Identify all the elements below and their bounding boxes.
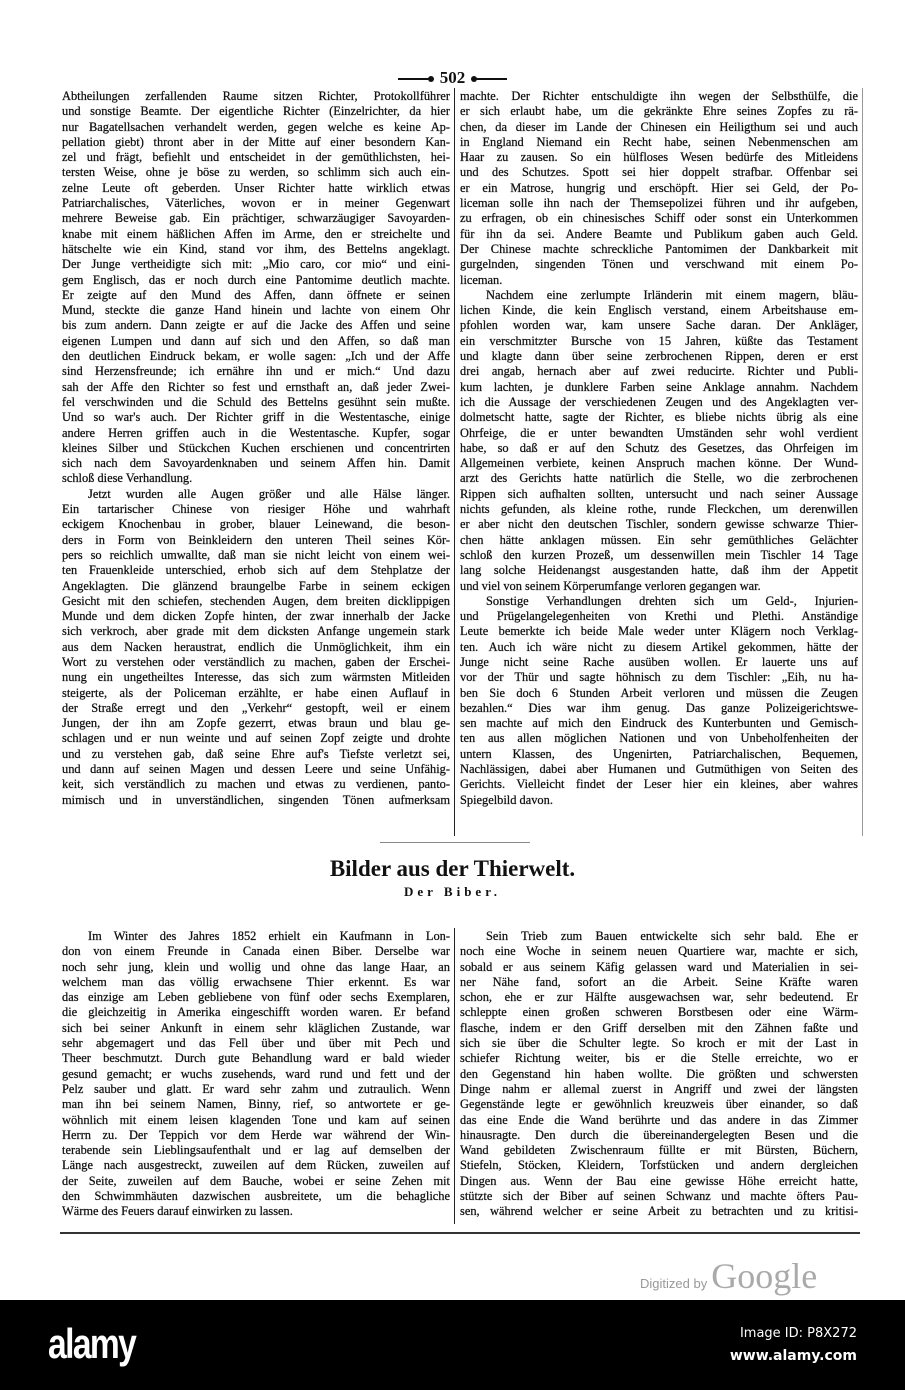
- text-line: pellation giebt) thront aber in der Mitte auf einer besondern Kan-: [62, 134, 450, 149]
- text-line: habe, so daß er auf den Schutz des Gesetzes, das Ohrfeigen im: [460, 440, 858, 455]
- text-line: und des Schutzes. Spott sei hier doppelt strafbar. Offenbar sei: [460, 165, 858, 180]
- text-line: Wort zu verstehen oder verständlich zu machen, gaben der Erschei-: [62, 654, 450, 669]
- text-line: man ihn bei seinem Namen, Binny, rief, so antwortete er ge-: [62, 1097, 450, 1112]
- text-line: Pelz sauber und glatt. Er ward sehr zahm und zutraulich. Wenn: [62, 1081, 450, 1096]
- text-line: eigenen Lumpen und dann auf sich und den Affen, so daß man: [62, 333, 450, 348]
- text-line: Stiefeln, Stöcken, Kleidern, Torfstücken und andern dergleichen: [460, 1158, 858, 1173]
- text-line: chen hätte anklagen müssen. Ein sehr gemüthliches Gelächter: [460, 532, 858, 547]
- text-line: sich nach dem Savoyardenknaben und seinem Affen hin. Damit: [62, 456, 450, 471]
- page-number-text: 502: [439, 68, 466, 87]
- text-line: Munde und dem dicken Zopfe hinten, der zwar innerhalb der Jacke: [62, 609, 450, 624]
- text-line: und zu verstehen gab, daß seine Ehre auf's Tiefste verletzt sei,: [62, 746, 450, 761]
- text-line: wöhnlich mit einem leisen klagenden Tone und kam auf seinen: [62, 1112, 450, 1127]
- text-line: aus dem Nacken heraustrat, endlich die Unmöglichkeit, ihm ein: [62, 639, 450, 654]
- text-line: Haar zu zausen. So ein hülfloses Wesen bedürfe des Mitleidens: [460, 150, 858, 165]
- alamy-url: www.alamy.com: [729, 1348, 857, 1364]
- text-line: keit, sich verständlich zu machen und etwas zu verdienen, panto-: [62, 777, 450, 792]
- text-line: zu erfragen, ob ein chinesisches Schiff oder sonst ein Unterkommen: [460, 211, 858, 226]
- text-line: schlagen und er nun weinte und auf seinen Zopf zeigte und drohte: [62, 731, 450, 746]
- text-line: Ein tartarischer Chinese von riesiger Höhe und wahrhaft: [62, 502, 450, 517]
- text-line: gesund gemacht; er wuchs zusehends, ward rund und fett und der: [62, 1066, 450, 1081]
- text-line: Abtheilungen zerfallenden Raume sitzen Richter, Protokollführer: [62, 89, 450, 103]
- text-line: Wand gebildeten Zwischenraum füllte er mit Bürsten, Büchern,: [460, 1143, 858, 1158]
- text-line: sich bei seiner Ankunft in einem sehr kläglichen Zustande, war: [62, 1020, 450, 1035]
- text-line: in England Niemand ein Recht habe, seinen Nebenmenschen am: [460, 134, 858, 149]
- text-line: ich die Aussage der verschiedenen Zeugen und des Angeklagten ver-: [460, 394, 858, 409]
- text-line: hätschelte wie ein Kind, stand vor ihm, des Bettelns angeklagt.: [62, 241, 450, 256]
- text-line: nichts gefunden, als kleine rothe, runde Fleckchen, um derenwillen: [460, 502, 858, 517]
- text-line: das einzige am Leben gebliebene von fünf oder sechs Exemplaren,: [62, 990, 450, 1005]
- text-line: Mund, steckte die ganze Hand hinein und lachte von einem Ohr: [62, 303, 450, 318]
- text-line: er sich erlaubt habe, um die gekränkte Ehre seines Zopfes zu rä-: [460, 104, 858, 119]
- text-line: Rippen sich aufhalten sollten, untersucht und nach seiner Aussage: [460, 486, 858, 501]
- text-line: lichen Kinde, die kein Englisch verstand, einem Arbeitshause em-: [460, 303, 858, 318]
- text-line: ein verschmitzter Bursche von 15 Jahren, küßte das Testament: [460, 333, 858, 348]
- text-line: Patriarchalisches, Väterliches, wovon er in meiner Gegenwart: [62, 196, 450, 211]
- text-line: Wärme des Feuers darauf einwirken zu lassen.: [62, 1204, 293, 1219]
- text-line: ders in Form von Beinkleidern den unteren Theil seines Kör-: [62, 532, 450, 547]
- text-line: das eine Ende die Wand berührte und das andere in das Zimmer: [460, 1112, 858, 1127]
- text-line: kleines Silber und Stückchen Kuchen erschienen und concentrirten: [62, 440, 450, 455]
- text-line: Sein Trieb zum Bauen entwickelte sich sehr bald. Ehe er: [486, 929, 858, 943]
- text-line: Theer beschmutzt. Durch gute Behandlung ward er bald wieder: [62, 1051, 450, 1066]
- text-line: stützte sich der Biber auf seinen Schwanz und machte öfters Pau-: [460, 1189, 858, 1204]
- text-line: welchem man das völlig erwachsene Thier erkennt. Es war: [62, 974, 450, 989]
- text-line: Spiegelbild davon.: [460, 792, 553, 807]
- text-line: liceman.: [460, 272, 503, 287]
- watermark-prefix: Digitized by: [640, 1276, 708, 1291]
- bottom-rule: [60, 1232, 860, 1234]
- text-line: Gegenstände legte er gewöhnlich kreuzweis über einander, so daß: [460, 1097, 858, 1112]
- article-title: Bilder aus der Thierwelt.: [329, 856, 576, 881]
- text-line: andere Herren griffen auch in die Westentasche. Kupfer, sogar: [62, 425, 450, 440]
- text-line: sind Herzensfreunde; ich ernähre ihn und er mich.“ Und dazu: [62, 364, 450, 379]
- text-line: nung ein ungetheiltes Interesse, das sich zum wärmsten Mitleiden: [62, 670, 450, 685]
- text-line: lang solche Heidenangst ausgestanden hatte, daß ihm der Appetit: [460, 563, 858, 578]
- text-line: drei angab, hernach aber auf zwei reducirte. Richter und Publi-: [460, 364, 858, 379]
- text-line: Dingen aus. Wenn der Bau eine gewisse Höhe erreicht hatte,: [460, 1173, 858, 1188]
- text-line: Leute bemerkte ich beide Male weder unter Klägern noch Verklag-: [460, 624, 858, 639]
- text-line: steigerte, als der Policeman erzählte, er habe einen Auflauf in: [62, 685, 450, 700]
- column-divider: [454, 88, 455, 836]
- text-line: Angeklagten. Die glänzend braungelbe Farbe in seinem eckigen: [62, 578, 450, 593]
- text-line: don von einem Freunde in Canada einen Biber. Derselbe war: [62, 944, 450, 959]
- text-line: schloß den kurzen Prozeß, um dessenwillen mein Tischler 14 Tage: [460, 547, 858, 562]
- article-subtitle: Der Biber.: [403, 884, 502, 899]
- article-column-divider: [454, 928, 455, 1224]
- text-line: und klagte dann über seine zerbrochenen Rippen, deren er erst: [460, 349, 858, 364]
- text-line: Der Junge vertheidigte sich mit: „Mio caro, cor mio“ und eini-: [62, 257, 450, 272]
- text-line: untern Klassen, des Ungenirten, Patriarchalischen, Bequemen,: [460, 746, 858, 761]
- text-line: noch sehr jung, klein und wollig und ohne das lange Haar, an: [62, 959, 450, 974]
- text-line: schon, ehe er zur Hälfte ausgewachsen war, sehr bedeutend. Er: [460, 990, 858, 1005]
- top-right-column: [460, 89, 858, 808]
- article-left-column: [62, 929, 450, 1220]
- text-line: chen, da dieser im Lande der Chinesen ein Heiligthum sei und auch: [460, 119, 858, 134]
- arrow-left-ornament: [398, 78, 432, 80]
- text-line: tersten Weise, ohne je böse zu werden, so schlimm sich auch ein-: [62, 165, 450, 180]
- text-line: gem Englisch, das er noch durch eine Pantomime deutlich machte.: [62, 272, 450, 287]
- text-line: sah der Affe den Richter so fest und ernsthaft an, daß jeder Zwei-: [62, 379, 450, 394]
- text-line: gurgelnden, singenden Tönen und verschwand mit einem Po-: [460, 257, 858, 272]
- text-line: Ohrfeige, die er unter bewandten Umständen sehr wohl verdient: [460, 425, 858, 440]
- text-line: der Seite, zuweilen auf dem Bauche, wobei er seine Zehen mit: [62, 1173, 450, 1188]
- text-line: Sonstige Verhandlungen drehten sich um Geld-, Injurien-: [486, 593, 858, 608]
- text-line: Länge nach ausgestreckt, zuweilen auf dem Rücken, zuweilen auf: [62, 1158, 450, 1173]
- text-line: arzt des Gerichts hatte natürlich die Stelle, wo die zerbrochenen: [460, 471, 858, 486]
- text-line: Im Winter des Jahres 1852 erhielt ein Kaufmann in Lon-: [88, 929, 450, 943]
- text-line: pers so reichlich umwallte, daß man sie nicht leicht von einem wei-: [62, 547, 450, 562]
- text-line: machte. Der Richter entschuldigte ihn wegen der Selbsthülfe, die: [460, 89, 858, 103]
- text-line: sehr abgemagert und das Fell über und über mit Pech und: [62, 1036, 450, 1051]
- text-line: und Prügelangelegenheiten von Krethi und Plethi. Anständige: [460, 609, 858, 624]
- text-line: terabende sein Lieblingsaufenthalt und er lag auf demselben der: [62, 1143, 450, 1158]
- text-line: hinausragte. Den durch die übereinandergelegten Besen und die: [460, 1127, 858, 1142]
- text-line: flasche, indem er den Griff derselben mit den Zähnen faßte und: [460, 1020, 858, 1035]
- text-line: er aber nicht den deutschen Tischler, sondern gewisse schwarze Thier-: [460, 517, 858, 532]
- text-line: den deutlichen Eindruck bekam, er wolle sagen: „Ich und der Affe: [62, 349, 450, 364]
- google-logo: Google: [711, 1256, 818, 1296]
- text-line: und dann auf seinen Magen und dessen Leere und seine Unfähig-: [62, 762, 450, 777]
- text-line: dolmetscht hatte, sagte der Richter, es bliebe nichts übrig als eine: [460, 410, 858, 425]
- text-line: ten. Auch ich wäre nicht zu diesem Artikel gekommen, hätte der: [460, 639, 858, 654]
- text-line: die gleichzeitig in Amerika eingeschifft worden waren. Er befand: [62, 1005, 450, 1020]
- text-line: zel und frägt, befiehlt und entscheidet in der gemüthlichsten, hei-: [62, 150, 450, 165]
- text-line: liceman solle ihn nach der Themsepolizei führen und ihr aufgeben,: [460, 196, 858, 211]
- text-line: Herrn zu. Der Teppich vor dem Herde war während der Win-: [62, 1127, 450, 1142]
- text-line: schiefer Richtung weiter, bis er die Stelle erreichte, wo er: [460, 1051, 858, 1066]
- text-line: Junge nicht seine Rache ausüben wollen. Er lauerte uns auf: [460, 654, 858, 669]
- alamy-logo: alamy: [48, 1320, 136, 1367]
- section-divider: [380, 842, 530, 843]
- text-line: ten aus allen möglichen Nationen und von Unbeholfenheiten der: [460, 731, 858, 746]
- text-line: ten Frauenkleide unterschied, erhob sich auf dem Stehplatze der: [62, 563, 450, 578]
- text-line: Jungen, der ihn am Zopfe gezerrt, etwas braun und blau ge-: [62, 716, 450, 731]
- text-line: Jetzt wurden alle Augen größer und alle Hälse länger.: [88, 486, 450, 501]
- text-line: noch eine Woche in seinem neuen Quartiere war, machte er sich,: [460, 944, 858, 959]
- arrow-right-ornament: [473, 78, 507, 80]
- text-line: der Straße erregt und den „Verkehr“ gestopft, weil er einem: [62, 700, 450, 715]
- page-number: [0, 68, 905, 88]
- text-line: Gerichts. Vielleicht findet der Leser hier ein kleines, aber wahres: [460, 777, 858, 792]
- text-line: ben Sie doch 6 Stunden Arbeit verloren und müssen die Zeugen: [460, 685, 858, 700]
- text-line: für ihn da sei. Andere Beamte und Publikum gaben auch Geld.: [460, 226, 858, 241]
- text-line: knabe mit einem häßlichen Affen im Arme, den er streichelte und: [62, 226, 450, 241]
- text-line: Er zeigte auf den Mund des Affen, dann öffnete er seinen: [62, 287, 450, 302]
- image-id: Image ID: P8X272: [739, 1326, 857, 1341]
- text-line: den Schwimmhäuten dazwischen ausbreitete, um die behagliche: [62, 1189, 450, 1204]
- text-line: Der Chinese machte schreckliche Pantomimen der Dankbarkeit mit: [460, 241, 858, 256]
- text-line: und sonstige Beamte. Der eigentliche Richter (Einzelrichter, da hier: [62, 104, 450, 119]
- text-line: Nachlässigen, dabei aber Humanen und Gutmüthigen von Seiten des: [460, 762, 858, 777]
- alamy-banner: [0, 1300, 905, 1390]
- text-line: Dinge nahm er allemal zuerst in Angriff und zwei der längsten: [460, 1081, 858, 1096]
- digitized-by-google-watermark: [640, 1255, 817, 1297]
- text-line: mehrere Beweise gab. Ein prächtiger, schwarzäugiger Savoyarden-: [62, 211, 450, 226]
- text-line: er ein Matrose, hungrig und erschöpft. Hier sei Geld, der Po-: [460, 180, 858, 195]
- text-line: den Gegenstand hin haben wollte. Die größten und schwersten: [460, 1066, 858, 1081]
- text-line: mimisch und in unverständlichen, singenden Tönen aufmerksam: [62, 792, 450, 807]
- text-line: schleppte einen großen schweren Borstbesen oder eine Wärm-: [460, 1005, 858, 1020]
- text-line: sich verkroch, aber grade mit dem dicksten Anfange ungemein stark: [62, 624, 450, 639]
- text-line: Und so war's auch. Der Richter griff in die Westentasche, einige: [62, 410, 450, 425]
- top-left-column: [62, 89, 450, 808]
- text-line: bis zum andern. Dann zeigte er auf die Jacke des Affen und seine: [62, 318, 450, 333]
- text-line: und viel von seinem Körperumfange verloren gegangen war.: [460, 578, 761, 593]
- text-line: sich sie über die Schulter legte. So kroch er mit der Last in: [460, 1036, 858, 1051]
- text-line: sen, während welcher er seine Arbeit zu betrachten und zu kritisi-: [460, 1204, 858, 1219]
- page-edge-rule: [862, 88, 863, 836]
- text-line: pfohlen worden war, kam unsere Sache daran. Der Ankläger,: [460, 318, 858, 333]
- text-line: eckigem Knochenbau in grober, blauer Leinewand, die beson-: [62, 517, 450, 532]
- text-line: bezahlen.“ Dies war ihm genug. Das ganze Polizeigerichtswe-: [460, 700, 858, 715]
- text-line: nur Bagatellsachen verhandelt werden, gegen welche es keine Ap-: [62, 119, 450, 134]
- text-line: Gesicht mit den schiefen, stechenden Augen, dem breiten dicklippigen: [62, 593, 450, 608]
- text-line: schloß diese Verhandlung.: [62, 471, 193, 486]
- text-line: kum lachten, je dunklere Farben seine Anklage annahm. Nachdem: [460, 379, 858, 394]
- text-line: Nachdem eine zerlumpte Irländerin mit einem magern, bläu-: [486, 287, 858, 302]
- text-line: Allgemeinen verbiete, keinen Anspruch machen könne. Der Wund-: [460, 456, 858, 471]
- text-line: ner Nähe fand, sofort an die Arbeit. Seine Kräfte waren: [460, 974, 858, 989]
- text-line: sen machte auf mich den Eindruck des Kunterbunten und Gemisch-: [460, 716, 858, 731]
- text-line: sobald er aus seinem Käfig gelassen ward und Materialien in sei-: [460, 959, 858, 974]
- article-right-column: [460, 929, 858, 1220]
- text-line: zelne Leute oft geberden. Unser Richter hatte wirklich etwas: [62, 180, 450, 195]
- text-line: fel verschwinden und die Schuld des Bettelns gesühnt sein mußte.: [62, 394, 450, 409]
- text-line: vor der Thür und sagte höhnisch zu dem Tischler: „Eih, nu ha-: [460, 670, 858, 685]
